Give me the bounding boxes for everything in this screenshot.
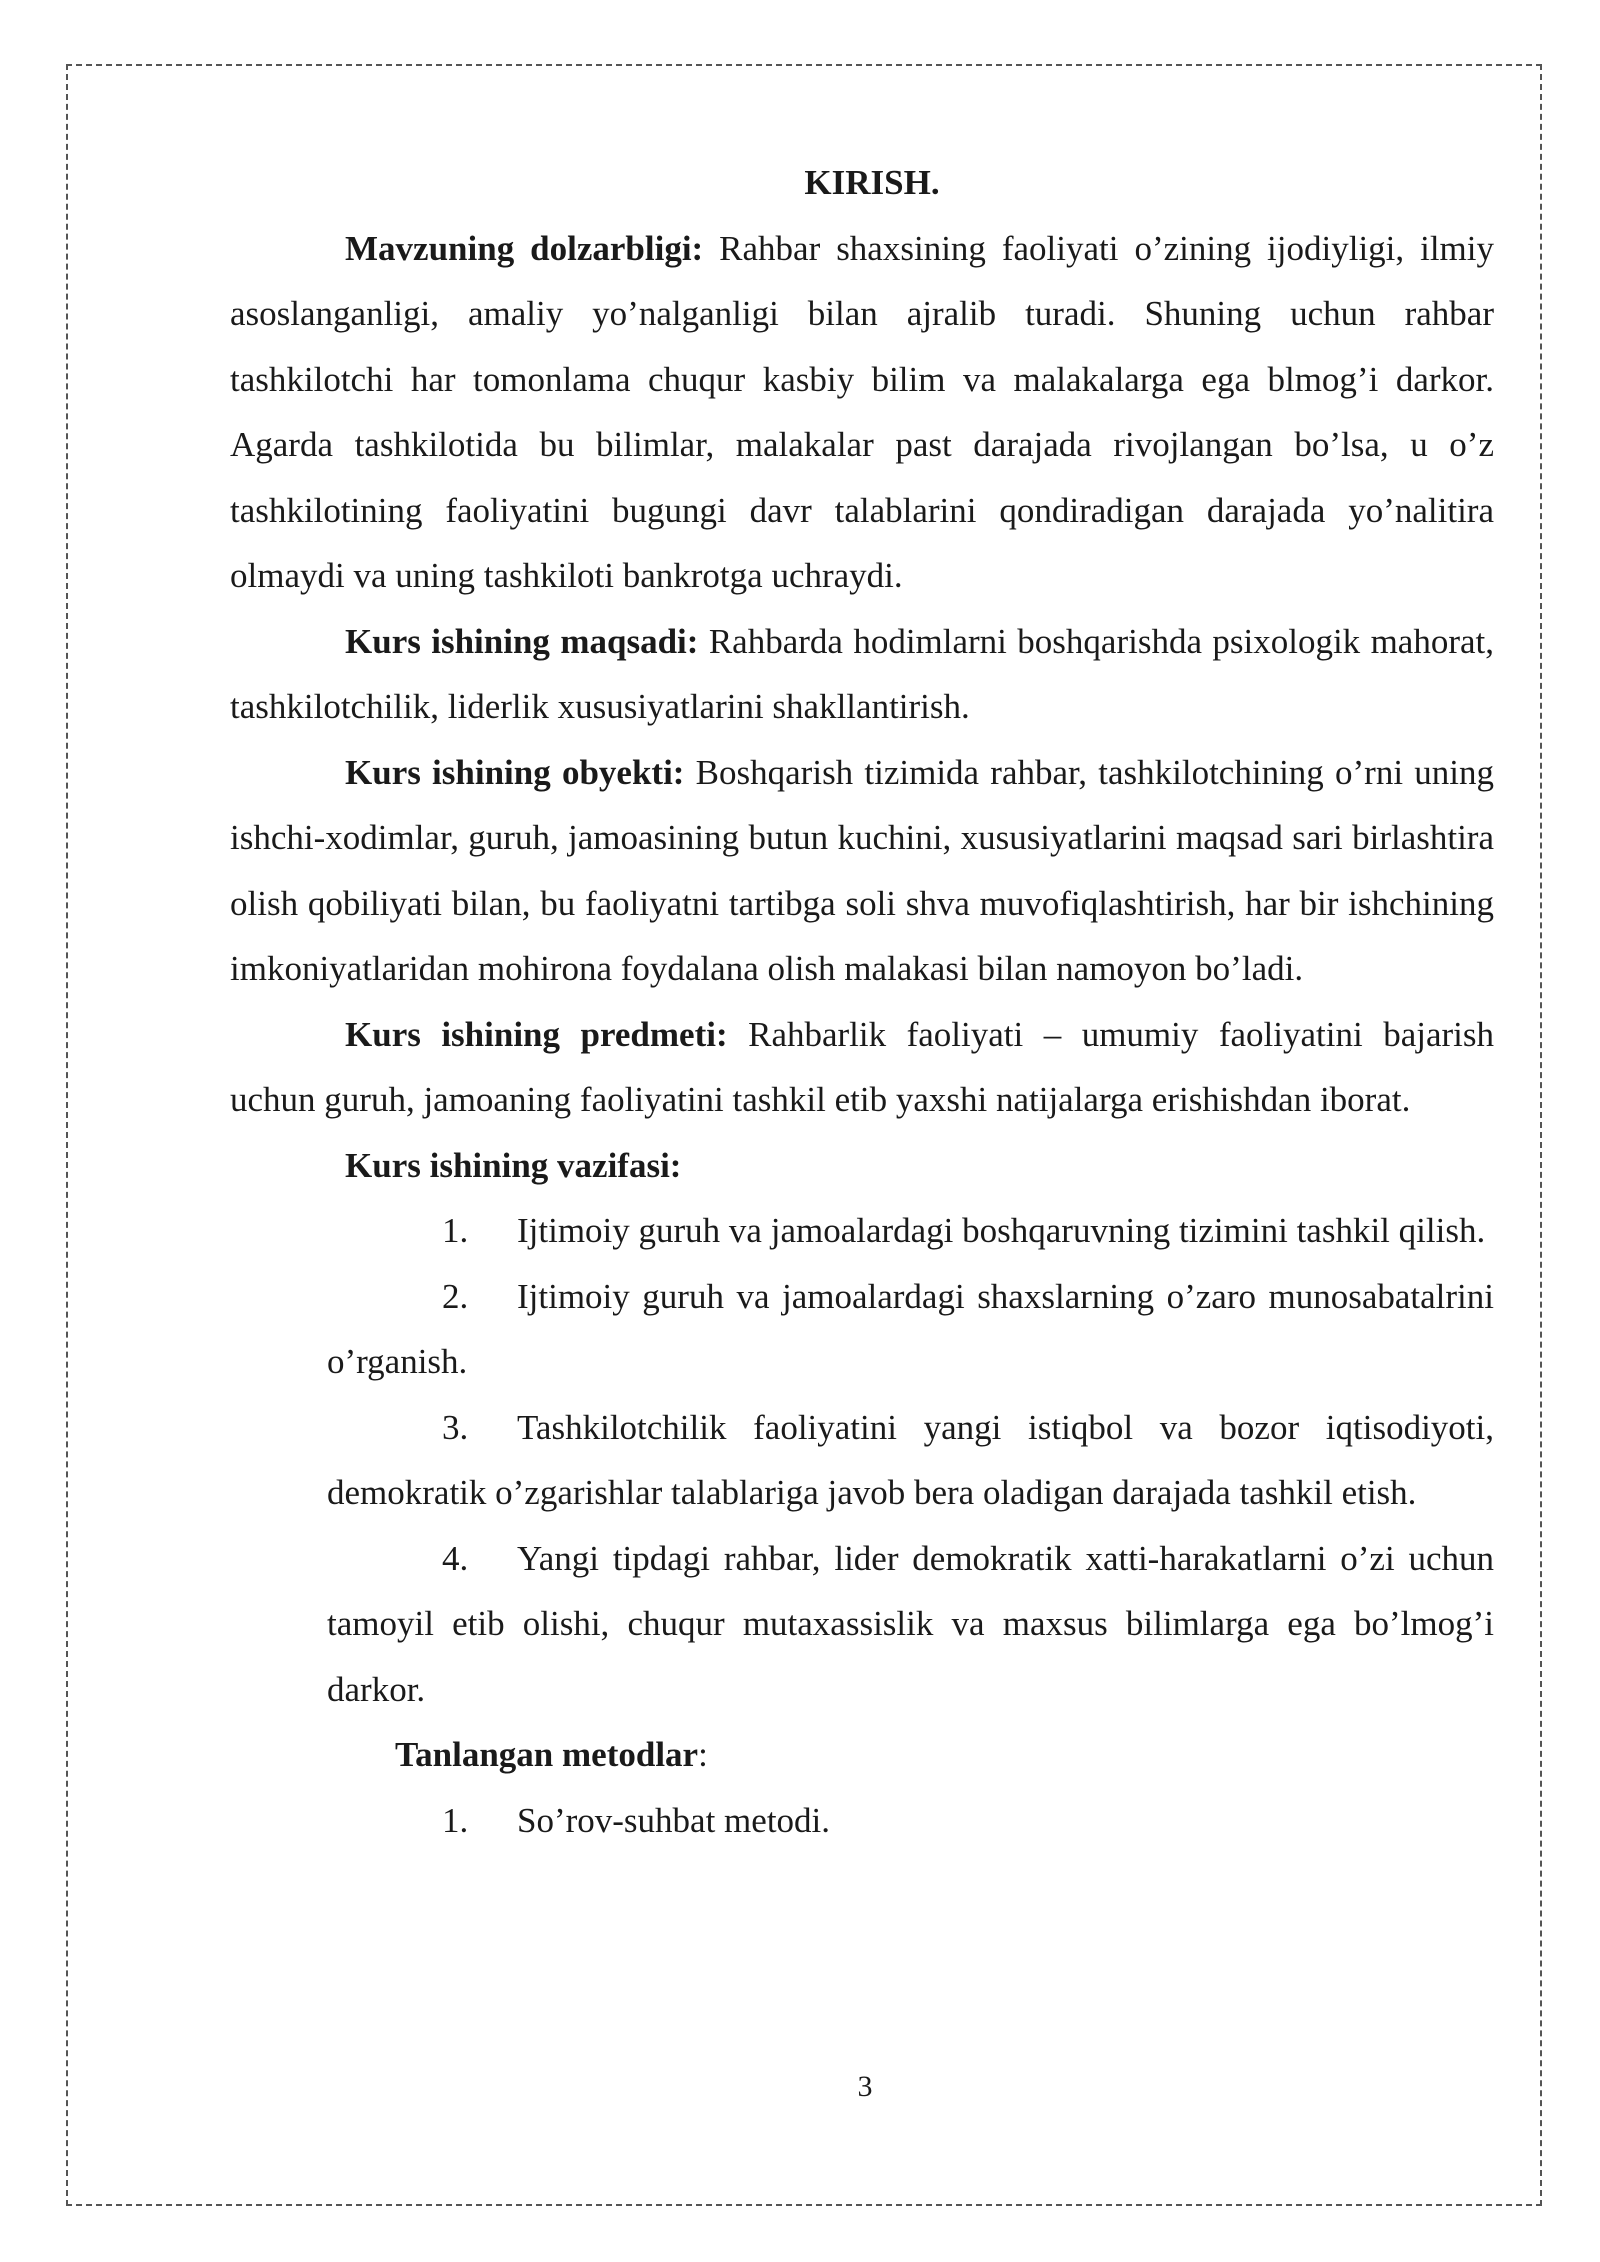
task-item <box>327 1264 1494 1395</box>
page-number: 3 <box>857 2070 873 2103</box>
task-item <box>327 1395 1494 1526</box>
section-heading: Mavzuning dolzarbligi: <box>345 228 704 268</box>
task-number: 3. <box>442 1407 469 1447</box>
methods-heading <box>395 1722 1494 1788</box>
section-heading: Kurs ishining obyekti: <box>345 752 685 792</box>
tasks-heading: Kurs ishining vazifasi: <box>345 1145 682 1185</box>
task-number: 2. <box>442 1276 469 1316</box>
section-text: Rahbarda hodimlarni boshqarishda psixologik mahorat, tashkilotchilik, liderlik xususiyatlarini shakllantirish. <box>230 621 1494 726</box>
methods-heading-colon: : <box>698 1735 708 1774</box>
task-item <box>327 1198 1494 1264</box>
methods-heading-text: Tanlangan metodlar <box>395 1735 699 1774</box>
task-number: 4. <box>442 1538 469 1578</box>
section-heading: Kurs ishining maqsadi: <box>345 621 699 661</box>
section-relevance <box>230 216 1494 609</box>
section-heading: Kurs ishining predmeti: <box>345 1014 728 1054</box>
method-item <box>442 1788 1494 1854</box>
page-content <box>230 150 1494 1853</box>
section-goal <box>230 609 1494 740</box>
method-text: So’rov-suhbat metodi. <box>517 1800 831 1840</box>
task-text: Ijtimoiy guruh va jamoalardagi shaxslarning o’zaro munosabatalrini o’rganish. <box>327 1276 1494 1381</box>
task-text: Ijtimoiy guruh va jamoalardagi boshqaruvning tizimini tashkil qilish. <box>517 1211 1486 1250</box>
page-title: KIRISH. <box>804 163 940 202</box>
task-number: 1. <box>442 1211 469 1250</box>
task-text: Tashkilotchilik faoliyatini yangi istiqbol va bozor iqtisodiyoti, demokratik o’zgarishlar talablariga javob bera oladigan darajada tashkil etish. <box>327 1407 1494 1512</box>
section-text: Rahbar shaxsining faoliyati o’zining ijodiyligi, ilmiy asoslanganligi, amaliy yo’nalganligi bilan ajralib turadi. Shuning uchun rahbar tashkilotchi har tomonlama chuqur kasbiy bilim va malakalarga ega blmog’i darkor. Agarda tashkilotida bu bilimlar, malakalar past darajada rivojlangan bo’lsa, u o’z tashkilotining faoliyatini bugungi davr talablarini qondiradigan darajada yo’nalitira olmaydi va uning tashkiloti bankrotga uchraydi. <box>230 228 1494 595</box>
section-subject <box>230 1002 1494 1133</box>
method-number: 1. <box>442 1800 469 1840</box>
section-text: Boshqarish tizimida rahbar, tashkilotchining o’rni uning ishchi-xodimlar, guruh, jamoasining butun kuchini, xususiyatlarini maqsad sari birlashtira olish qobiliyati bilan, bu faoliyatni tartibga soli shva muvofiqlashtirish, har bir ishchining imkoniyatlaridan mohirona foydalana olish malakasi bilan namoyon bo’ladi. <box>230 752 1494 988</box>
task-text: Yangi tipdagi rahbar, lider demokratik xatti-harakatlarni o’zi uchun tamoyil etib olishi, chuqur mutaxassislik va maxsus bilimlarga ega bo’lmog’i darkor. <box>327 1538 1494 1709</box>
task-item <box>327 1526 1494 1723</box>
section-text: Rahbarlik faoliyati – umumiy faoliyatini bajarish uchun guruh, jamoaning faoliyatini tashkil etib yaxshi natijalarga erishishdan iborat. <box>230 1014 1494 1119</box>
section-object <box>230 740 1494 1002</box>
